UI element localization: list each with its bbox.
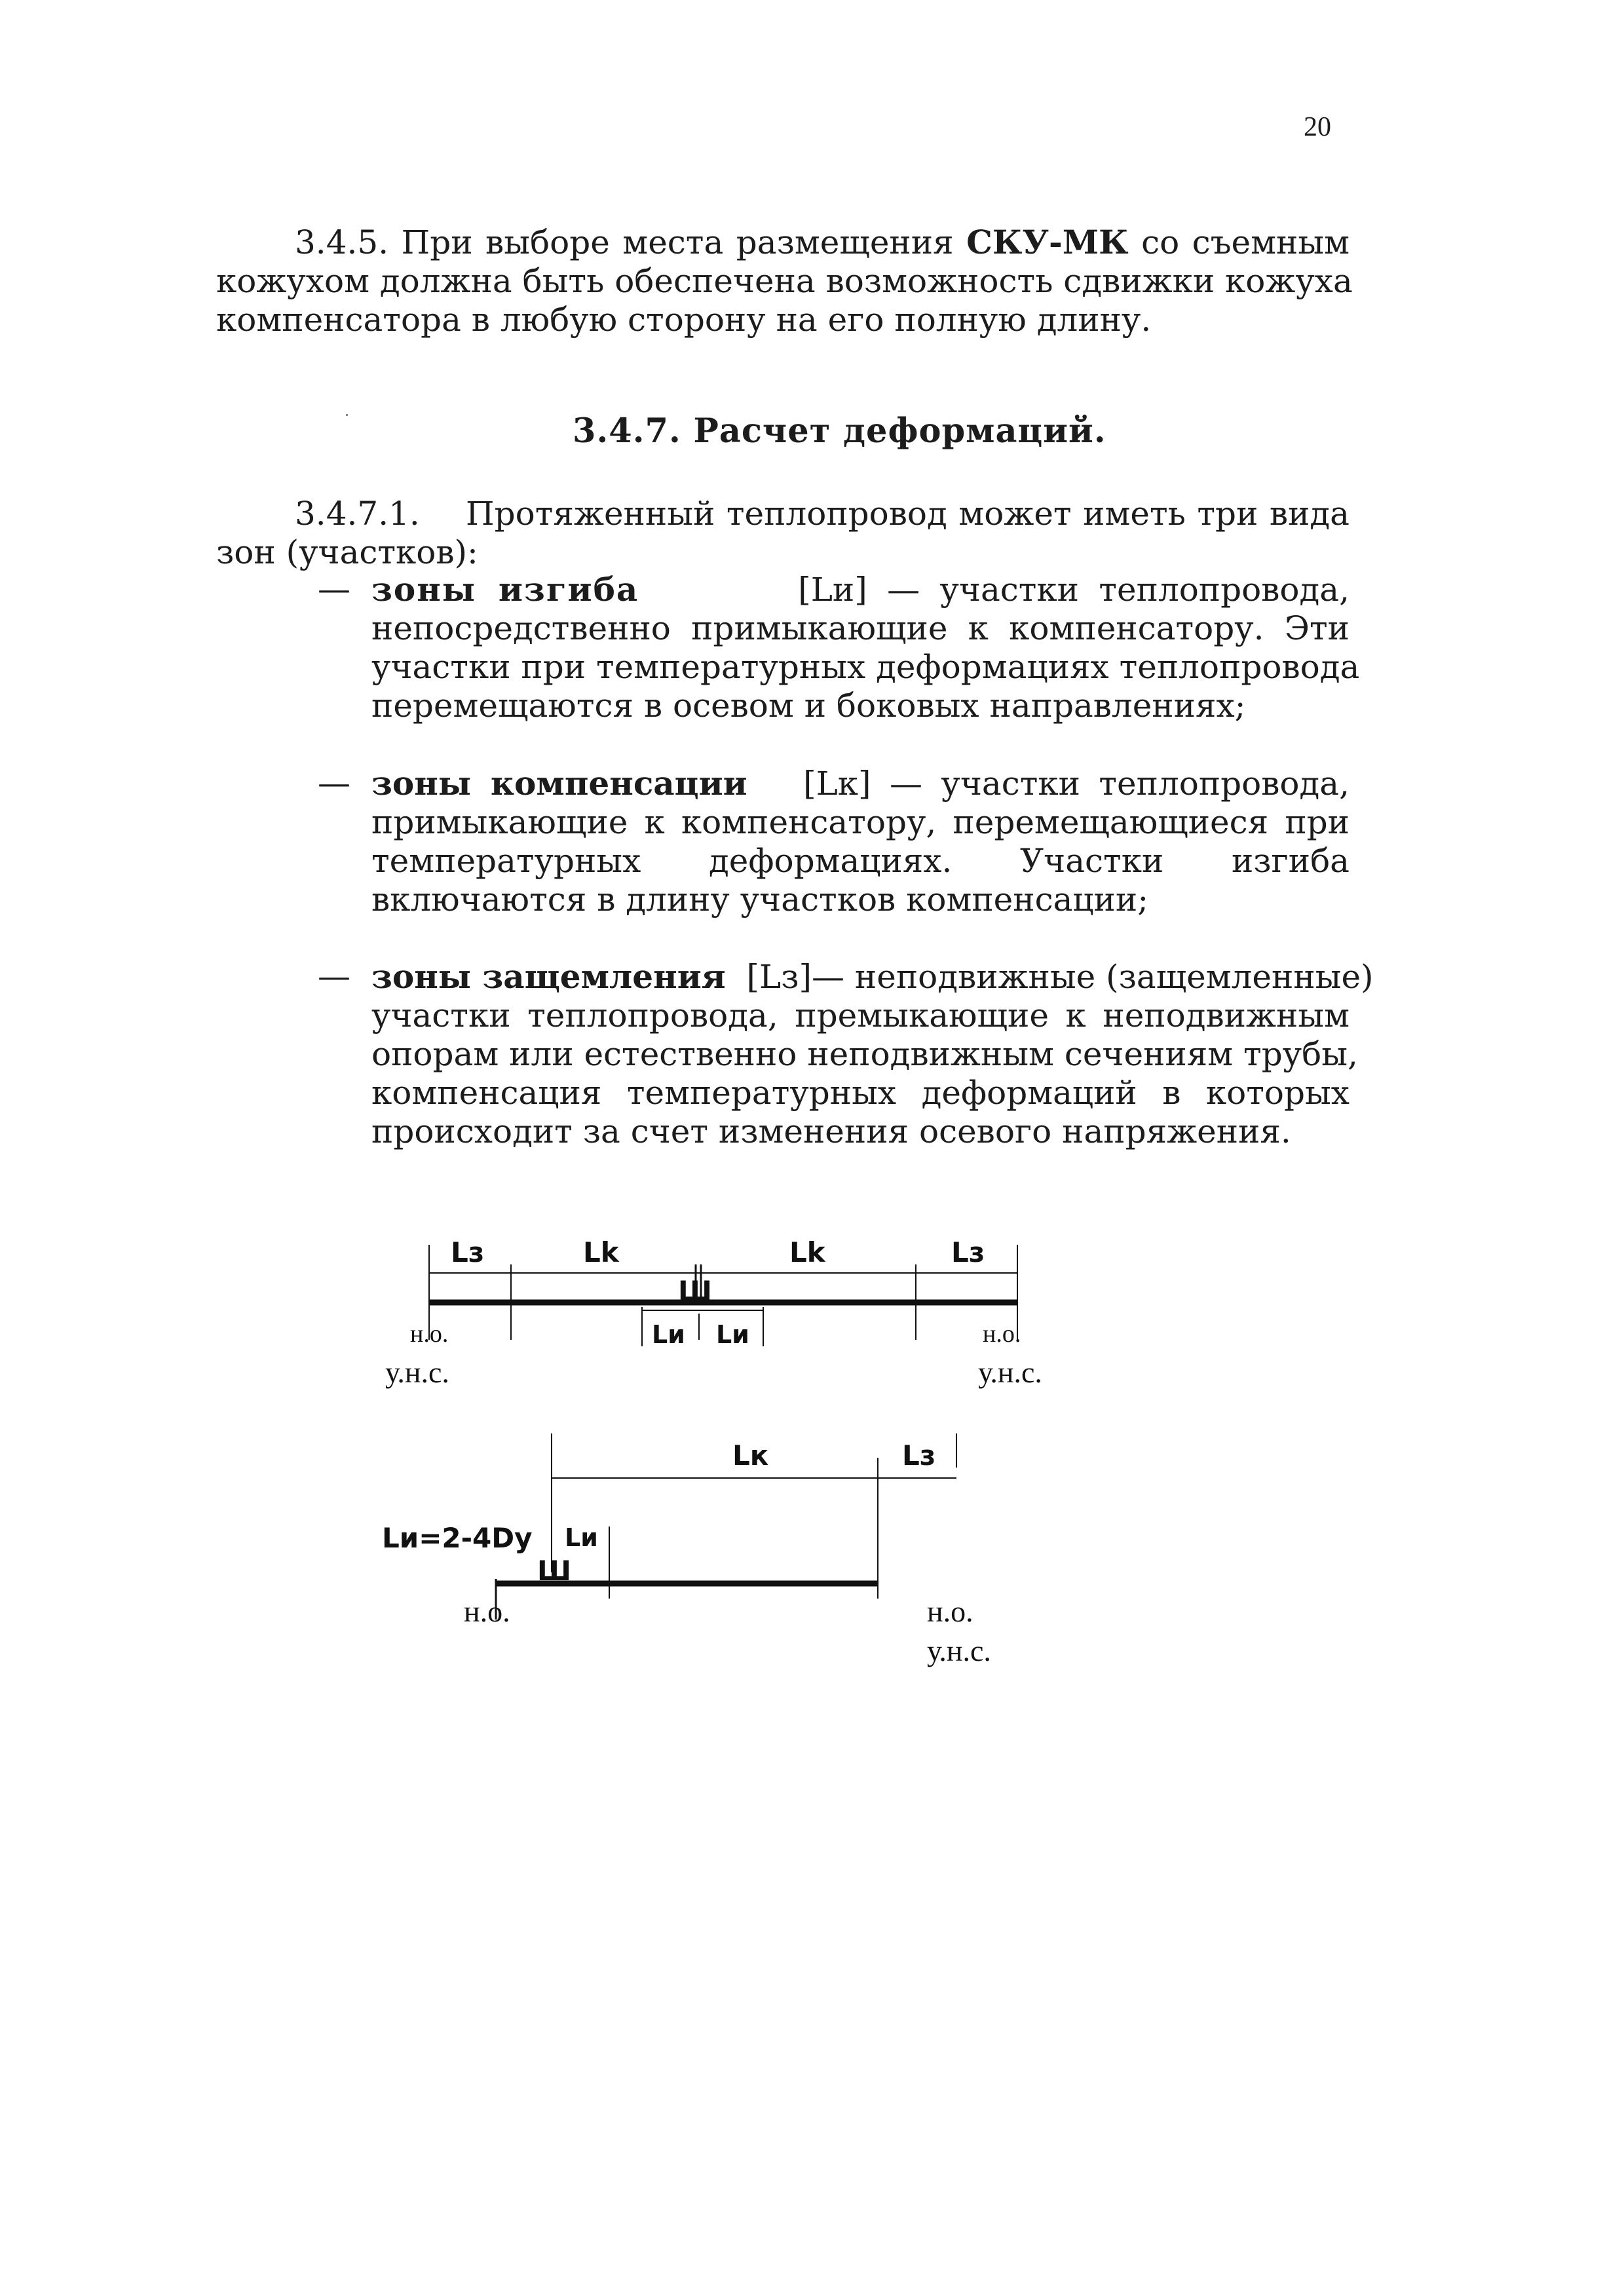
fig2-formula: Lи=2-4Dу <box>382 1522 533 1554</box>
bullet-3-line-5: происходит за счет изменения осевого напряжения. <box>371 1112 1291 1150</box>
bullet-3-line-2: участки теплопровода, премыкающие к неподвижным <box>371 996 1350 1034</box>
bullet-2-line-1: зоны компенсации [Lк] — участки теплопровода, <box>371 764 1350 803</box>
fig1-lk-right: Lk <box>789 1236 825 1268</box>
bullet-1-line-3: участки при температурных деформациях теплопровода <box>371 648 1360 686</box>
bullet-3-line-1: зоны защемления [Lз]— неподвижные (защемленные) <box>371 957 1374 996</box>
bullet-dash: — <box>318 957 350 995</box>
fig1-lz-left: Lз <box>451 1236 485 1268</box>
p3471-line-2: зон (участков): <box>216 533 478 571</box>
fig1-compensator: Ш <box>678 1275 712 1307</box>
p3471-line-1: 3.4.7.1. Протяженный теплопровод может иметь три вида <box>295 495 1350 533</box>
bullet-dash: — <box>318 570 350 608</box>
fig1-li-right: Lи <box>716 1320 749 1349</box>
figure-2-labels <box>382 1439 935 1587</box>
bullet-1-line-4: перемещаются в осевом и боковых направлениях; <box>371 687 1246 725</box>
fig2-li: Lи <box>565 1523 598 1552</box>
figure-1-labels <box>451 1236 985 1349</box>
fig1-no-left: н.о. <box>410 1320 449 1348</box>
bullet-1-line-1: зоны изгиба [Lи] — участки теплопровода, <box>371 570 1350 609</box>
p345-line-1: 3.4.5. При выборе места размещения СКУ-МК со съемным <box>295 223 1350 261</box>
fig1-uns-right: у.н.с. <box>978 1356 1042 1389</box>
p345-line-3: компенсатора в любую сторону на его полную длину. <box>216 301 1152 339</box>
fig2-compensator: Ш <box>537 1555 571 1587</box>
p345-line-2: кожухом должна быть обеспечена возможность сдвижки кожуха <box>216 262 1353 300</box>
sku-mk-term: СКУ-МК <box>966 223 1129 261</box>
fig2-lz: Lз <box>902 1439 936 1471</box>
bullet-1-line-2: непосредственно примыкающие к компенсатору. Эти <box>371 609 1350 647</box>
bullet-2-line-2: примыкающие к компенсатору, перемещающиеся при <box>371 803 1350 841</box>
bullet-2-line-3: температурных деформациях. Участки изгиба <box>371 842 1350 880</box>
bullet-2-line-4: включаются в длину участков компенсации; <box>371 881 1149 919</box>
fig1-no-right: н.о. <box>983 1320 1021 1348</box>
fig1-li-left: Lи <box>652 1320 685 1349</box>
fig2-no-right: н.о. <box>927 1595 973 1628</box>
fig2-uns-right: у.н.с. <box>927 1634 991 1667</box>
fig2-lk: Lк <box>732 1439 769 1471</box>
bullet-3-line-4: компенсация температурных деформаций в которых <box>371 1074 1350 1112</box>
section-heading: 3.4.7. Расчет деформаций. <box>573 411 1106 451</box>
fig1-uns-left: у.н.с. <box>385 1356 449 1389</box>
bullet-3-line-3: опорам или естественно неподвижным сечениям трубы, <box>371 1035 1358 1073</box>
fig2-no-left: н.о. <box>464 1595 510 1628</box>
fig1-lz-right: Lз <box>951 1236 985 1268</box>
fig1-lk-left: Lk <box>583 1236 619 1268</box>
page-number: 20 <box>1304 112 1331 142</box>
bullet-dash: — <box>318 764 350 802</box>
